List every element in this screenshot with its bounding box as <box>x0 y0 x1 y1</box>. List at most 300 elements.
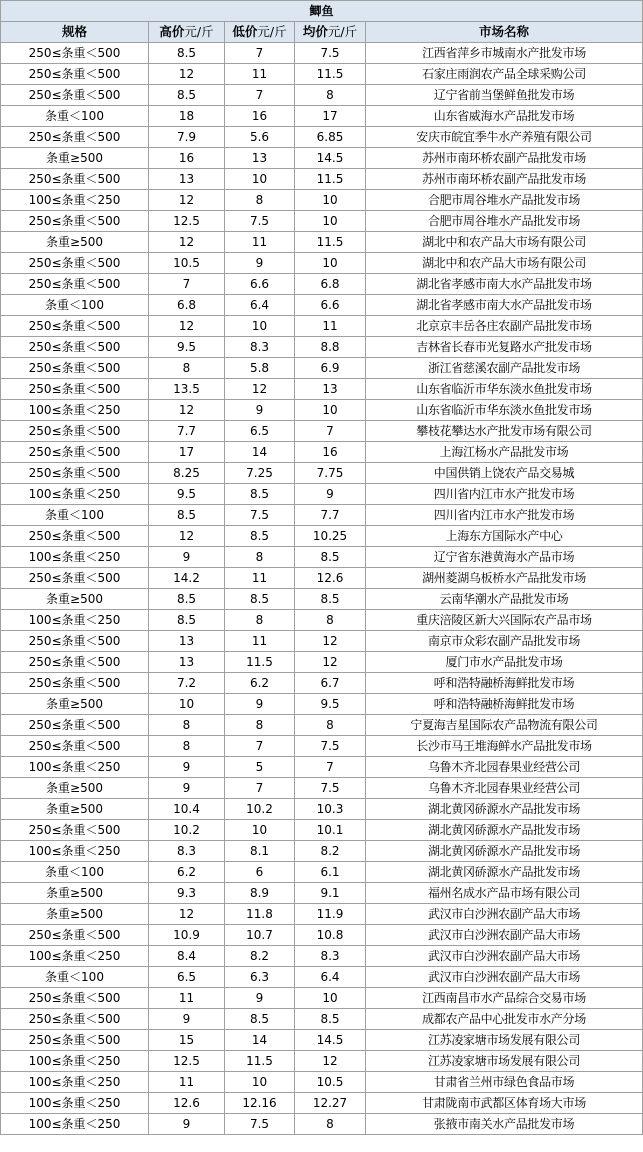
cell-spec: 条重＜100 <box>1 505 149 526</box>
cell-avg: 11.5 <box>295 64 366 85</box>
cell-avg: 12 <box>295 1051 366 1072</box>
cell-low: 9 <box>225 400 295 421</box>
cell-avg: 10 <box>295 190 366 211</box>
cell-high: 13 <box>149 169 225 190</box>
cell-high: 12.6 <box>149 1093 225 1114</box>
cell-avg: 10 <box>295 988 366 1009</box>
table-row <box>1 253 643 274</box>
table-row <box>1 232 643 253</box>
cell-avg: 6.7 <box>295 673 366 694</box>
cell-low: 8 <box>225 715 295 736</box>
cell-spec: 条重≥500 <box>1 883 149 904</box>
table-row <box>1 988 643 1009</box>
table-row <box>1 883 643 904</box>
cell-low: 6.4 <box>225 295 295 316</box>
cell-market: 山东省临沂市华东淡水鱼批发市场 <box>366 379 643 400</box>
cell-high: 10.5 <box>149 253 225 274</box>
table-row <box>1 358 643 379</box>
cell-low: 8.5 <box>225 484 295 505</box>
cell-market: 浙江省慈溪农副产品批发市场 <box>366 358 643 379</box>
header-high-unit: 元/斤 <box>184 24 214 39</box>
cell-low: 8 <box>225 190 295 211</box>
cell-market: 山东省威海水产品批发市场 <box>366 106 643 127</box>
cell-high: 9 <box>149 1114 225 1135</box>
table-row <box>1 148 643 169</box>
cell-spec: 100≤条重＜250 <box>1 547 149 568</box>
cell-market: 江苏凌家塘市场发展有限公司 <box>366 1030 643 1051</box>
cell-market: 武汉市白沙洲农副产品大市场 <box>366 946 643 967</box>
cell-market: 四川省内江市水产批发市场 <box>366 505 643 526</box>
cell-high: 13 <box>149 631 225 652</box>
cell-avg: 8 <box>295 85 366 106</box>
table-row <box>1 568 643 589</box>
table-row <box>1 274 643 295</box>
table-row <box>1 484 643 505</box>
cell-low: 6.5 <box>225 421 295 442</box>
cell-high: 6.8 <box>149 295 225 316</box>
cell-market: 湖北中和农产品大市场有限公司 <box>366 253 643 274</box>
cell-low: 14 <box>225 442 295 463</box>
cell-low: 12 <box>225 379 295 400</box>
cell-spec: 250≤条重＜500 <box>1 85 149 106</box>
cell-avg: 10.3 <box>295 799 366 820</box>
cell-market: 上海东方国际水产中心 <box>366 526 643 547</box>
cell-avg: 8 <box>295 715 366 736</box>
cell-market: 成都农产品中心批发市水产分场 <box>366 1009 643 1030</box>
cell-low: 7 <box>225 736 295 757</box>
cell-low: 8 <box>225 610 295 631</box>
cell-low: 11 <box>225 232 295 253</box>
cell-avg: 8.3 <box>295 946 366 967</box>
cell-spec: 100≤条重＜250 <box>1 1072 149 1093</box>
cell-high: 11 <box>149 988 225 1009</box>
cell-market: 江西省萍乡市城南水产批发市场 <box>366 43 643 64</box>
cell-avg: 8.5 <box>295 1009 366 1030</box>
cell-high: 12 <box>149 904 225 925</box>
cell-avg: 11.5 <box>295 169 366 190</box>
table-row <box>1 967 643 988</box>
cell-high: 12 <box>149 400 225 421</box>
cell-low: 6 <box>225 862 295 883</box>
table-row <box>1 841 643 862</box>
header-avg-unit: 元/斤 <box>327 24 358 39</box>
table-row <box>1 43 643 64</box>
table-row <box>1 190 643 211</box>
cell-low: 11.5 <box>225 652 295 673</box>
cell-spec: 100≤条重＜250 <box>1 1093 149 1114</box>
cell-low: 12.16 <box>225 1093 295 1114</box>
cell-high: 15 <box>149 1030 225 1051</box>
table-row <box>1 631 643 652</box>
cell-market: 甘肃陇南市武都区体育场大市场 <box>366 1093 643 1114</box>
cell-avg: 11.9 <box>295 904 366 925</box>
table-row <box>1 1114 643 1135</box>
cell-low: 9 <box>225 253 295 274</box>
cell-low: 11 <box>225 631 295 652</box>
cell-avg: 7.5 <box>295 43 366 64</box>
cell-spec: 条重≥500 <box>1 778 149 799</box>
cell-spec: 250≤条重＜500 <box>1 988 149 1009</box>
table-row <box>1 904 643 925</box>
cell-spec: 250≤条重＜500 <box>1 568 149 589</box>
cell-low: 7.25 <box>225 463 295 484</box>
header-low <box>225 22 295 43</box>
table-row <box>1 736 643 757</box>
cell-high: 12 <box>149 64 225 85</box>
table-row <box>1 715 643 736</box>
cell-high: 13.5 <box>149 379 225 400</box>
cell-low: 11 <box>225 568 295 589</box>
cell-low: 14 <box>225 1030 295 1051</box>
table-row <box>1 1051 643 1072</box>
cell-market: 辽宁省前当堡鲜鱼批发市场 <box>366 85 643 106</box>
cell-high: 10.4 <box>149 799 225 820</box>
table-row <box>1 694 643 715</box>
table-row <box>1 85 643 106</box>
cell-low: 11 <box>225 64 295 85</box>
cell-avg: 9 <box>295 484 366 505</box>
cell-avg: 16 <box>295 442 366 463</box>
cell-high: 12 <box>149 526 225 547</box>
cell-high: 7 <box>149 274 225 295</box>
cell-market: 甘肃省兰州市绿色食品市场 <box>366 1072 643 1093</box>
cell-market: 湖北黄冈硚源水产品批发市场 <box>366 862 643 883</box>
cell-spec: 250≤条重＜500 <box>1 820 149 841</box>
cell-low: 10.7 <box>225 925 295 946</box>
cell-avg: 10.25 <box>295 526 366 547</box>
cell-low: 8.5 <box>225 526 295 547</box>
cell-low: 10 <box>225 820 295 841</box>
cell-low: 11.8 <box>225 904 295 925</box>
table-row <box>1 1009 643 1030</box>
cell-spec: 250≤条重＜500 <box>1 442 149 463</box>
cell-low: 6.2 <box>225 673 295 694</box>
cell-spec: 条重≥500 <box>1 799 149 820</box>
cell-avg: 7.5 <box>295 736 366 757</box>
cell-spec: 250≤条重＜500 <box>1 652 149 673</box>
cell-spec: 250≤条重＜500 <box>1 253 149 274</box>
cell-market: 湖州菱湖乌板桥水产品批发市场 <box>366 568 643 589</box>
table-row <box>1 421 643 442</box>
table-row <box>1 526 643 547</box>
cell-market: 湖北中和农产品大市场有限公司 <box>366 232 643 253</box>
cell-spec: 250≤条重＜500 <box>1 1030 149 1051</box>
table-row <box>1 778 643 799</box>
cell-market: 吉林省长春市光复路水产批发市场 <box>366 337 643 358</box>
cell-low: 7 <box>225 85 295 106</box>
cell-market: 湖北省孝感市南大水产品批发市场 <box>366 295 643 316</box>
cell-high: 8.5 <box>149 589 225 610</box>
table-row <box>1 295 643 316</box>
cell-low: 6.6 <box>225 274 295 295</box>
cell-spec: 100≤条重＜250 <box>1 1114 149 1135</box>
cell-high: 12.5 <box>149 211 225 232</box>
cell-market: 武汉市白沙洲农副产品大市场 <box>366 925 643 946</box>
cell-market: 乌鲁木齐北园春果业经营公司 <box>366 757 643 778</box>
cell-market: 合肥市周谷堆水产品批发市场 <box>366 190 643 211</box>
cell-market: 山东省临沂市华东淡水鱼批发市场 <box>366 400 643 421</box>
cell-market: 长沙市马王堆海鲜水产品批发市场 <box>366 736 643 757</box>
cell-market: 北京京丰岳各庄农副产品批发市场 <box>366 316 643 337</box>
cell-spec: 250≤条重＜500 <box>1 715 149 736</box>
table-row <box>1 442 643 463</box>
cell-spec: 100≤条重＜250 <box>1 484 149 505</box>
table-row <box>1 127 643 148</box>
cell-market: 苏州市南环桥农副产品批发市场 <box>366 169 643 190</box>
cell-market: 湖北省孝感市南大水产品批发市场 <box>366 274 643 295</box>
cell-avg: 6.8 <box>295 274 366 295</box>
cell-high: 16 <box>149 148 225 169</box>
cell-low: 13 <box>225 148 295 169</box>
cell-avg: 7.5 <box>295 778 366 799</box>
cell-avg: 10 <box>295 211 366 232</box>
cell-avg: 8.8 <box>295 337 366 358</box>
cell-spec: 250≤条重＜500 <box>1 169 149 190</box>
cell-market: 云南华潮水产品批发市场 <box>366 589 643 610</box>
cell-avg: 7.7 <box>295 505 366 526</box>
table-row <box>1 820 643 841</box>
cell-avg: 6.9 <box>295 358 366 379</box>
cell-low: 10 <box>225 1072 295 1093</box>
cell-avg: 8.5 <box>295 589 366 610</box>
cell-avg: 12 <box>295 631 366 652</box>
cell-market: 中国供销上饶农产品交易城 <box>366 463 643 484</box>
table-title: 鲫鱼 <box>1 1 643 22</box>
cell-avg: 10.8 <box>295 925 366 946</box>
cell-avg: 8.5 <box>295 547 366 568</box>
cell-spec: 100≤条重＜250 <box>1 400 149 421</box>
cell-spec: 250≤条重＜500 <box>1 379 149 400</box>
header-high-label: 高价 <box>159 24 185 39</box>
cell-market: 张掖市南关水产品批发市场 <box>366 1114 643 1135</box>
cell-high: 7.2 <box>149 673 225 694</box>
table-row <box>1 64 643 85</box>
cell-low: 8 <box>225 547 295 568</box>
table-header-row <box>1 22 643 43</box>
cell-spec: 100≤条重＜250 <box>1 1051 149 1072</box>
cell-high: 6.2 <box>149 862 225 883</box>
cell-market: 安庆市皖宜季牛水产养殖有限公司 <box>366 127 643 148</box>
cell-spec: 条重≥500 <box>1 148 149 169</box>
cell-high: 9.3 <box>149 883 225 904</box>
cell-avg: 14.5 <box>295 1030 366 1051</box>
cell-high: 7.7 <box>149 421 225 442</box>
cell-spec: 250≤条重＜500 <box>1 631 149 652</box>
cell-spec: 250≤条重＜500 <box>1 127 149 148</box>
table-row <box>1 862 643 883</box>
cell-low: 8.3 <box>225 337 295 358</box>
cell-low: 9 <box>225 694 295 715</box>
cell-high: 18 <box>149 106 225 127</box>
cell-spec: 条重≥500 <box>1 904 149 925</box>
cell-spec: 250≤条重＜500 <box>1 526 149 547</box>
cell-spec: 250≤条重＜500 <box>1 316 149 337</box>
cell-market: 苏州市南环桥农副产品批发市场 <box>366 148 643 169</box>
cell-spec: 100≤条重＜250 <box>1 610 149 631</box>
cell-high: 8 <box>149 358 225 379</box>
header-low-label: 低价 <box>232 24 258 39</box>
cell-low: 8.9 <box>225 883 295 904</box>
cell-high: 13 <box>149 652 225 673</box>
cell-high: 12 <box>149 232 225 253</box>
cell-low: 10.2 <box>225 799 295 820</box>
table-title-row <box>1 1 643 22</box>
cell-avg: 8.2 <box>295 841 366 862</box>
cell-spec: 条重≥500 <box>1 589 149 610</box>
cell-avg: 6.85 <box>295 127 366 148</box>
header-avg-label: 均价 <box>302 24 328 39</box>
cell-high: 10 <box>149 694 225 715</box>
cell-avg: 13 <box>295 379 366 400</box>
table-row <box>1 1072 643 1093</box>
cell-high: 10.2 <box>149 820 225 841</box>
cell-low: 8.5 <box>225 589 295 610</box>
cell-market: 江西南昌市水产品综合交易市场 <box>366 988 643 1009</box>
table-row <box>1 106 643 127</box>
cell-high: 8.25 <box>149 463 225 484</box>
cell-low: 9 <box>225 988 295 1009</box>
cell-spec: 100≤条重＜250 <box>1 757 149 778</box>
header-avg <box>295 22 366 43</box>
cell-high: 11 <box>149 1072 225 1093</box>
cell-high: 7.9 <box>149 127 225 148</box>
table-row <box>1 673 643 694</box>
cell-spec: 250≤条重＜500 <box>1 64 149 85</box>
cell-low: 5.8 <box>225 358 295 379</box>
cell-avg: 12 <box>295 652 366 673</box>
cell-market: 攀枝花攀达水产批发市场有限公司 <box>366 421 643 442</box>
table-row <box>1 211 643 232</box>
cell-low: 10 <box>225 169 295 190</box>
cell-avg: 12.6 <box>295 568 366 589</box>
cell-low: 7 <box>225 778 295 799</box>
cell-market: 呼和浩特融桥海鲜批发市场 <box>366 694 643 715</box>
cell-low: 7 <box>225 43 295 64</box>
cell-low: 11.5 <box>225 1051 295 1072</box>
cell-spec: 250≤条重＜500 <box>1 274 149 295</box>
table-row <box>1 946 643 967</box>
header-market: 市场名称 <box>366 22 643 43</box>
cell-avg: 8 <box>295 610 366 631</box>
cell-spec: 100≤条重＜250 <box>1 946 149 967</box>
cell-high: 8 <box>149 736 225 757</box>
cell-avg: 17 <box>295 106 366 127</box>
cell-high: 10.9 <box>149 925 225 946</box>
cell-avg: 7 <box>295 421 366 442</box>
cell-high: 9 <box>149 757 225 778</box>
table-row <box>1 1093 643 1114</box>
cell-market: 厦门市水产品批发市场 <box>366 652 643 673</box>
cell-avg: 10.1 <box>295 820 366 841</box>
cell-low: 16 <box>225 106 295 127</box>
cell-avg: 14.5 <box>295 148 366 169</box>
cell-avg: 10 <box>295 253 366 274</box>
header-low-unit: 元/斤 <box>257 24 287 39</box>
cell-market: 湖北黄冈硚源水产品批发市场 <box>366 820 643 841</box>
cell-market: 合肥市周谷堆水产品批发市场 <box>366 211 643 232</box>
cell-low: 7.5 <box>225 505 295 526</box>
cell-spec: 250≤条重＜500 <box>1 463 149 484</box>
cell-low: 8.1 <box>225 841 295 862</box>
cell-spec: 250≤条重＜500 <box>1 421 149 442</box>
cell-avg: 8 <box>295 1114 366 1135</box>
cell-high: 8.5 <box>149 85 225 106</box>
cell-spec: 条重＜100 <box>1 106 149 127</box>
table-row <box>1 316 643 337</box>
cell-low: 8.2 <box>225 946 295 967</box>
cell-market: 湖北黄冈硚源水产品批发市场 <box>366 799 643 820</box>
cell-market: 上海江杨水产品批发市场 <box>366 442 643 463</box>
cell-spec: 250≤条重＜500 <box>1 673 149 694</box>
cell-high: 8.3 <box>149 841 225 862</box>
cell-low: 7.5 <box>225 1114 295 1135</box>
header-spec: 规格 <box>1 22 149 43</box>
cell-low: 8.5 <box>225 1009 295 1030</box>
cell-avg: 10.5 <box>295 1072 366 1093</box>
cell-low: 10 <box>225 316 295 337</box>
cell-market: 宁夏海吉星国际农产品物流有限公司 <box>366 715 643 736</box>
table-row <box>1 337 643 358</box>
cell-market: 江苏凌家塘市场发展有限公司 <box>366 1051 643 1072</box>
cell-market: 四川省内江市水产批发市场 <box>366 484 643 505</box>
cell-spec: 条重≥500 <box>1 694 149 715</box>
table-row <box>1 610 643 631</box>
cell-avg: 7.75 <box>295 463 366 484</box>
table-row <box>1 589 643 610</box>
cell-market: 辽宁省东港黄海水产品市场 <box>366 547 643 568</box>
cell-market: 乌鲁木齐北园春果业经营公司 <box>366 778 643 799</box>
cell-spec: 250≤条重＜500 <box>1 43 149 64</box>
cell-low: 5.6 <box>225 127 295 148</box>
cell-low: 6.3 <box>225 967 295 988</box>
cell-market: 武汉市白沙洲农副产品大市场 <box>366 904 643 925</box>
table-row <box>1 169 643 190</box>
cell-market: 石家庄雨润农产品全球采购公司 <box>366 64 643 85</box>
cell-spec: 250≤条重＜500 <box>1 1009 149 1030</box>
table-row <box>1 1030 643 1051</box>
cell-spec: 条重≥500 <box>1 232 149 253</box>
cell-spec: 条重＜100 <box>1 862 149 883</box>
cell-low: 5 <box>225 757 295 778</box>
cell-spec: 100≤条重＜250 <box>1 841 149 862</box>
cell-avg: 11.5 <box>295 232 366 253</box>
cell-avg: 9.5 <box>295 694 366 715</box>
table-row <box>1 925 643 946</box>
cell-market: 南京市众彩农副产品批发市场 <box>366 631 643 652</box>
cell-avg: 6.1 <box>295 862 366 883</box>
cell-spec: 100≤条重＜250 <box>1 190 149 211</box>
cell-high: 8.4 <box>149 946 225 967</box>
cell-market: 重庆涪陵区新大兴国际农产品市场 <box>366 610 643 631</box>
header-high <box>149 22 225 43</box>
cell-avg: 9.1 <box>295 883 366 904</box>
cell-market: 武汉市白沙洲农副产品大市场 <box>366 967 643 988</box>
cell-low: 7.5 <box>225 211 295 232</box>
table-row <box>1 799 643 820</box>
cell-high: 9.5 <box>149 337 225 358</box>
cell-avg: 11 <box>295 316 366 337</box>
cell-high: 8.5 <box>149 610 225 631</box>
table-body <box>1 43 643 1135</box>
cell-high: 9 <box>149 1009 225 1030</box>
cell-high: 8.5 <box>149 505 225 526</box>
cell-spec: 250≤条重＜500 <box>1 211 149 232</box>
cell-avg: 7 <box>295 757 366 778</box>
cell-spec: 250≤条重＜500 <box>1 337 149 358</box>
cell-avg: 10 <box>295 400 366 421</box>
cell-market: 湖北黄冈硚源水产品批发市场 <box>366 841 643 862</box>
table-row <box>1 652 643 673</box>
